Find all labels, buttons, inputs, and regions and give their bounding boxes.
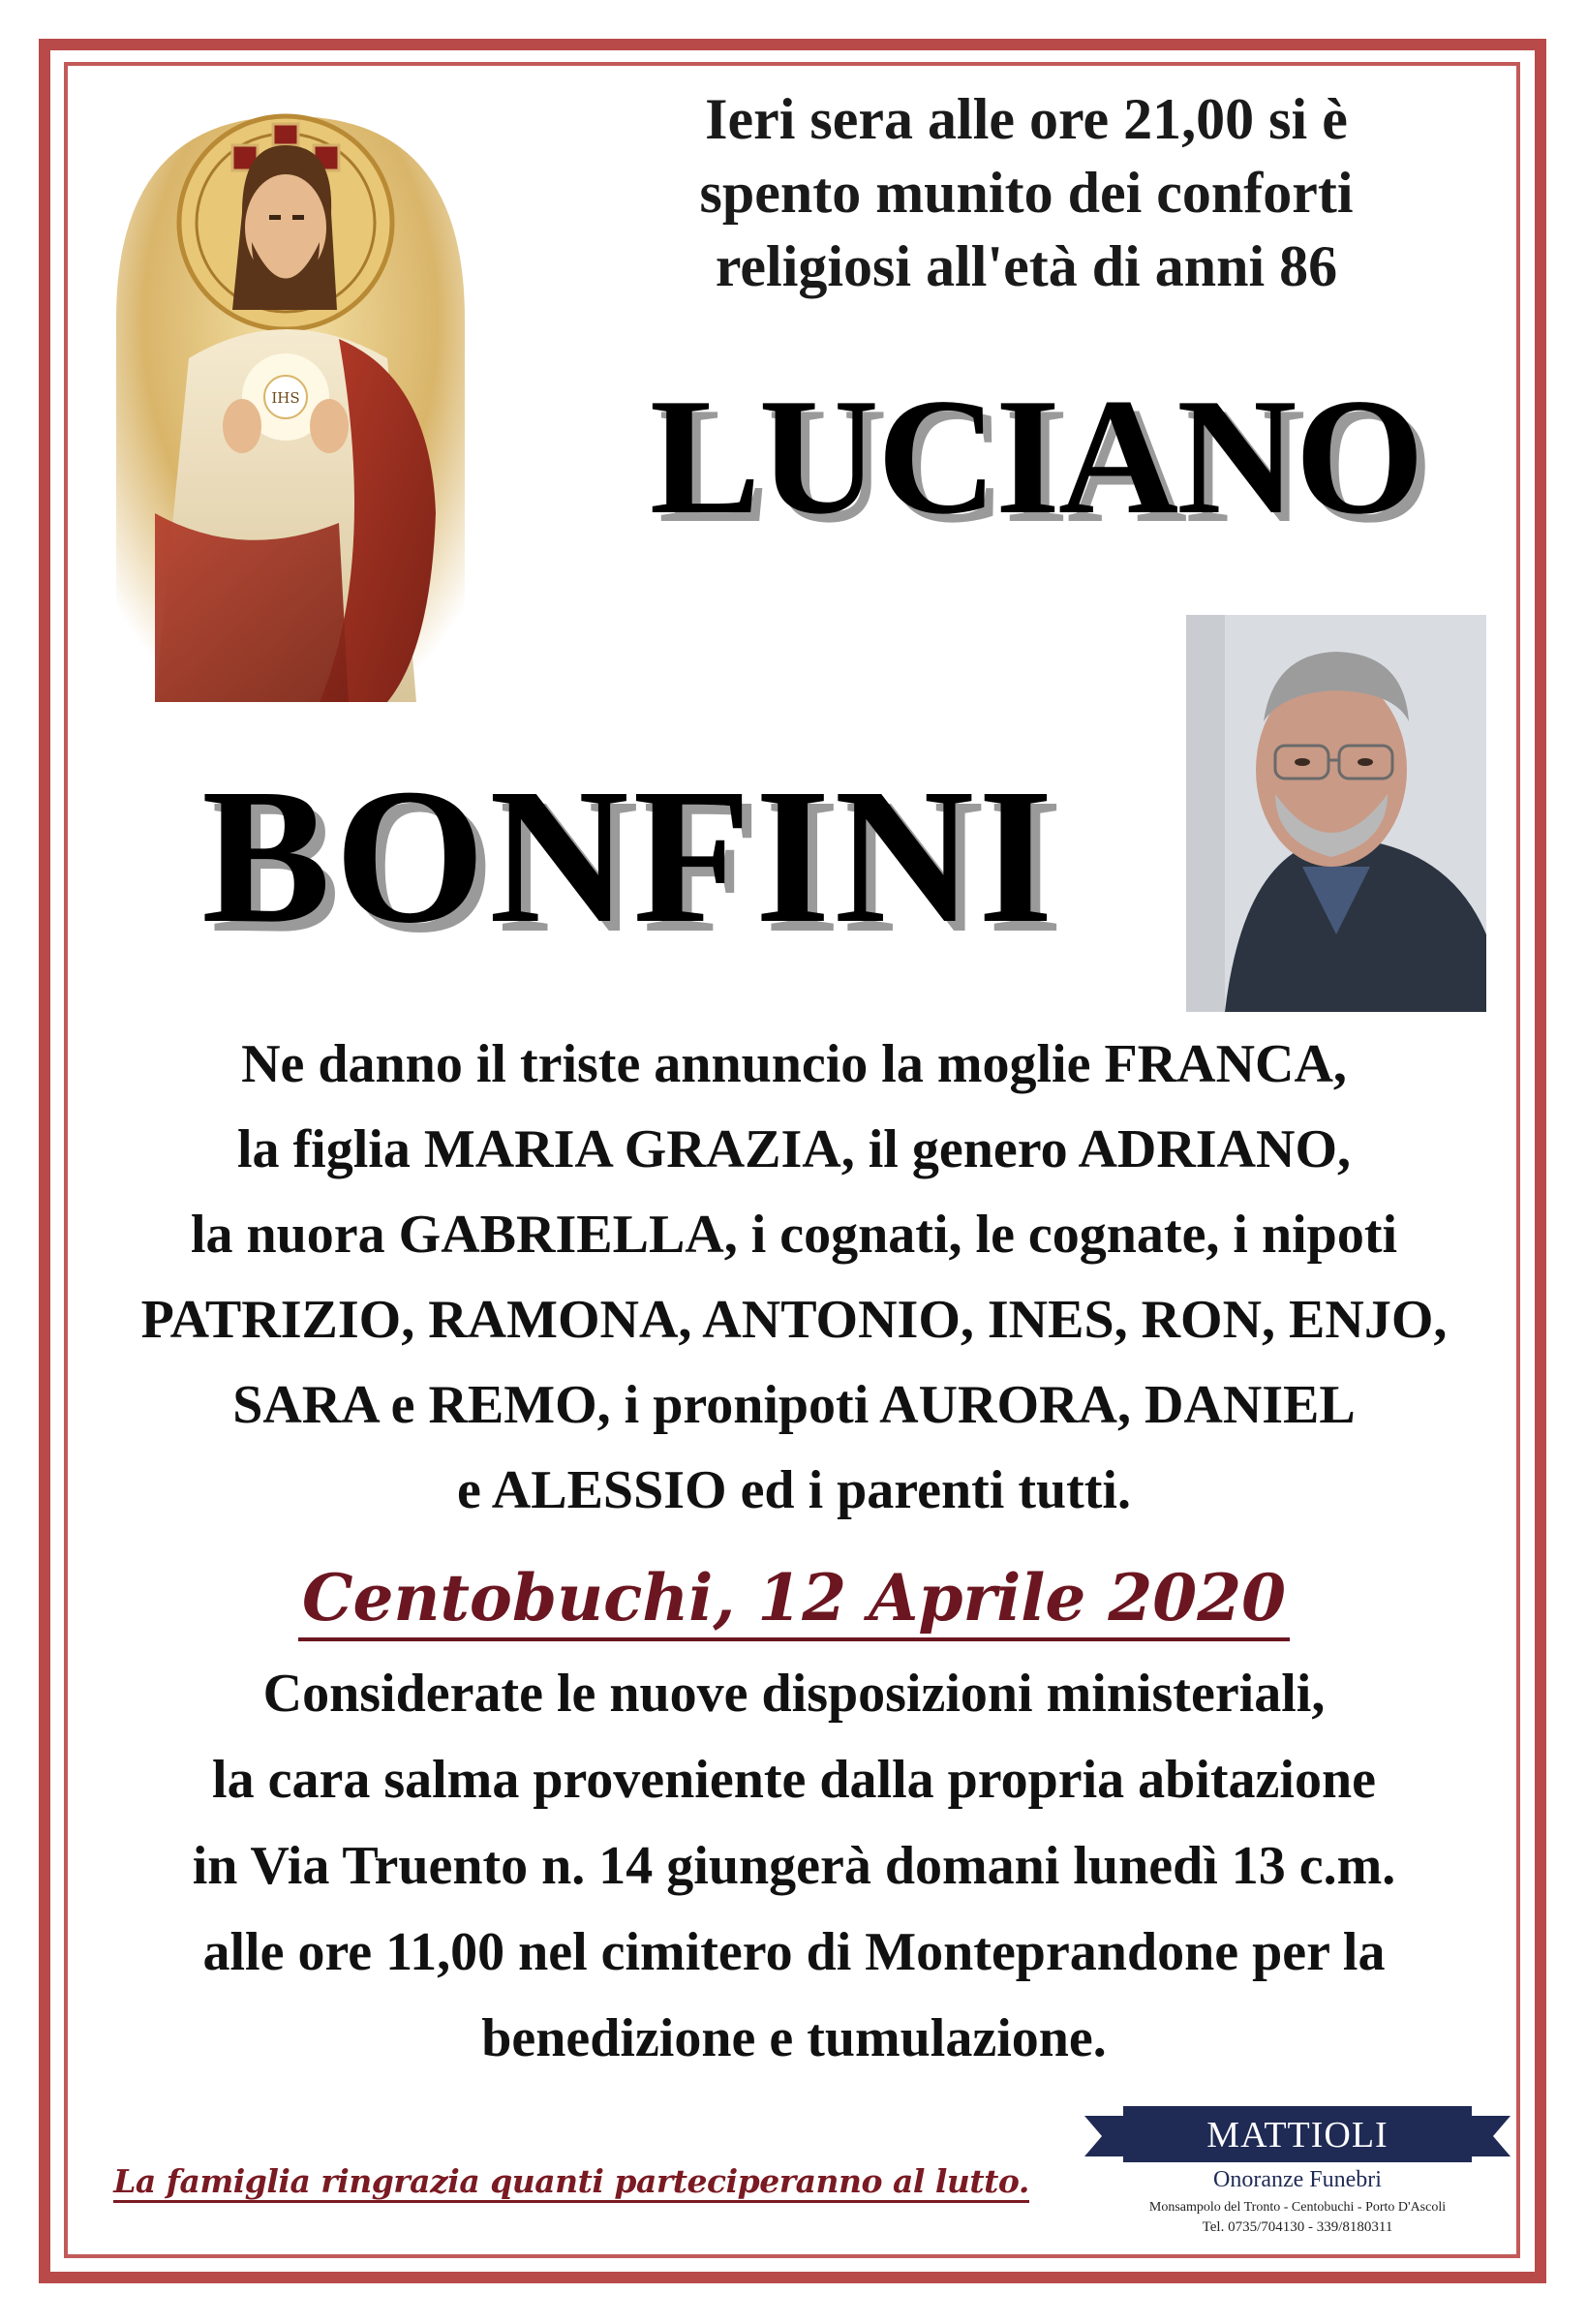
intro-line: spento munito dei conforti bbox=[699, 161, 1354, 225]
logo-locations: Monsampolo del Tronto - Centobuchi - Porto D'Ascoli bbox=[1148, 2200, 1447, 2215]
deceased-last-name: BONFINI bbox=[201, 749, 1057, 963]
family-line: Ne danno il triste annuncio la moglie FRANCA, bbox=[241, 1034, 1347, 1094]
svg-text:IHS: IHS bbox=[271, 389, 300, 407]
family-line: PATRIZIO, RAMONA, ANTONIO, INES, RON, ENJO, bbox=[140, 1290, 1448, 1350]
logo-subtitle: Onoranze Funebri bbox=[1213, 2167, 1382, 2192]
family-announcement bbox=[77, 1022, 1511, 1533]
intro-text bbox=[542, 82, 1511, 303]
family-thanks-text: La famiglia ringrazia quanti parteciperanno al lutto. bbox=[113, 2162, 1029, 2203]
notice-line: benedizione e tumulazione. bbox=[481, 2008, 1107, 2068]
logo-phone: Tel. 0735/704130 - 339/8180311 bbox=[1202, 2219, 1393, 2235]
family-line: SARA e REMO, i pronipoti AURORA, DANIEL bbox=[232, 1375, 1356, 1435]
funeral-notice bbox=[68, 1651, 1520, 2082]
notice-line: la cara salma proveniente dalla propria abitazione bbox=[212, 1750, 1376, 1810]
funeral-home-logo bbox=[1084, 2096, 1511, 2235]
notice-line: alle ore 11,00 nel cimitero di Monteprandone per la bbox=[202, 1922, 1386, 1982]
deceased-portrait-photo bbox=[1186, 615, 1486, 1012]
notice-line: Considerate le nuove disposizioni ministeriali, bbox=[262, 1664, 1326, 1724]
family-line: la figlia MARIA GRAZIA, il genero ADRIANO, bbox=[236, 1119, 1352, 1179]
deceased-first-name: LUCIANO bbox=[649, 365, 1423, 549]
logo-name: MATTIOLI bbox=[1206, 2115, 1389, 2156]
intro-line: Ieri sera alle ore 21,00 si è bbox=[705, 87, 1348, 151]
family-line: e ALESSIO ed i parenti tutti. bbox=[457, 1460, 1131, 1520]
family-line: la nuora GABRIELLA, i cognati, le cognate, i nipoti bbox=[190, 1205, 1398, 1265]
place-date bbox=[194, 1554, 1394, 1641]
intro-line: religiosi all'età di anni 86 bbox=[715, 234, 1338, 298]
family-thanks bbox=[97, 2157, 1046, 2206]
place-date-text: Centobuchi, 12 Aprile 2020 bbox=[298, 1560, 1290, 1641]
sacred-heart-jesus-image bbox=[97, 107, 484, 702]
notice-line: in Via Truento n. 14 giungerà domani lunedì 13 c.m. bbox=[192, 1836, 1396, 1896]
